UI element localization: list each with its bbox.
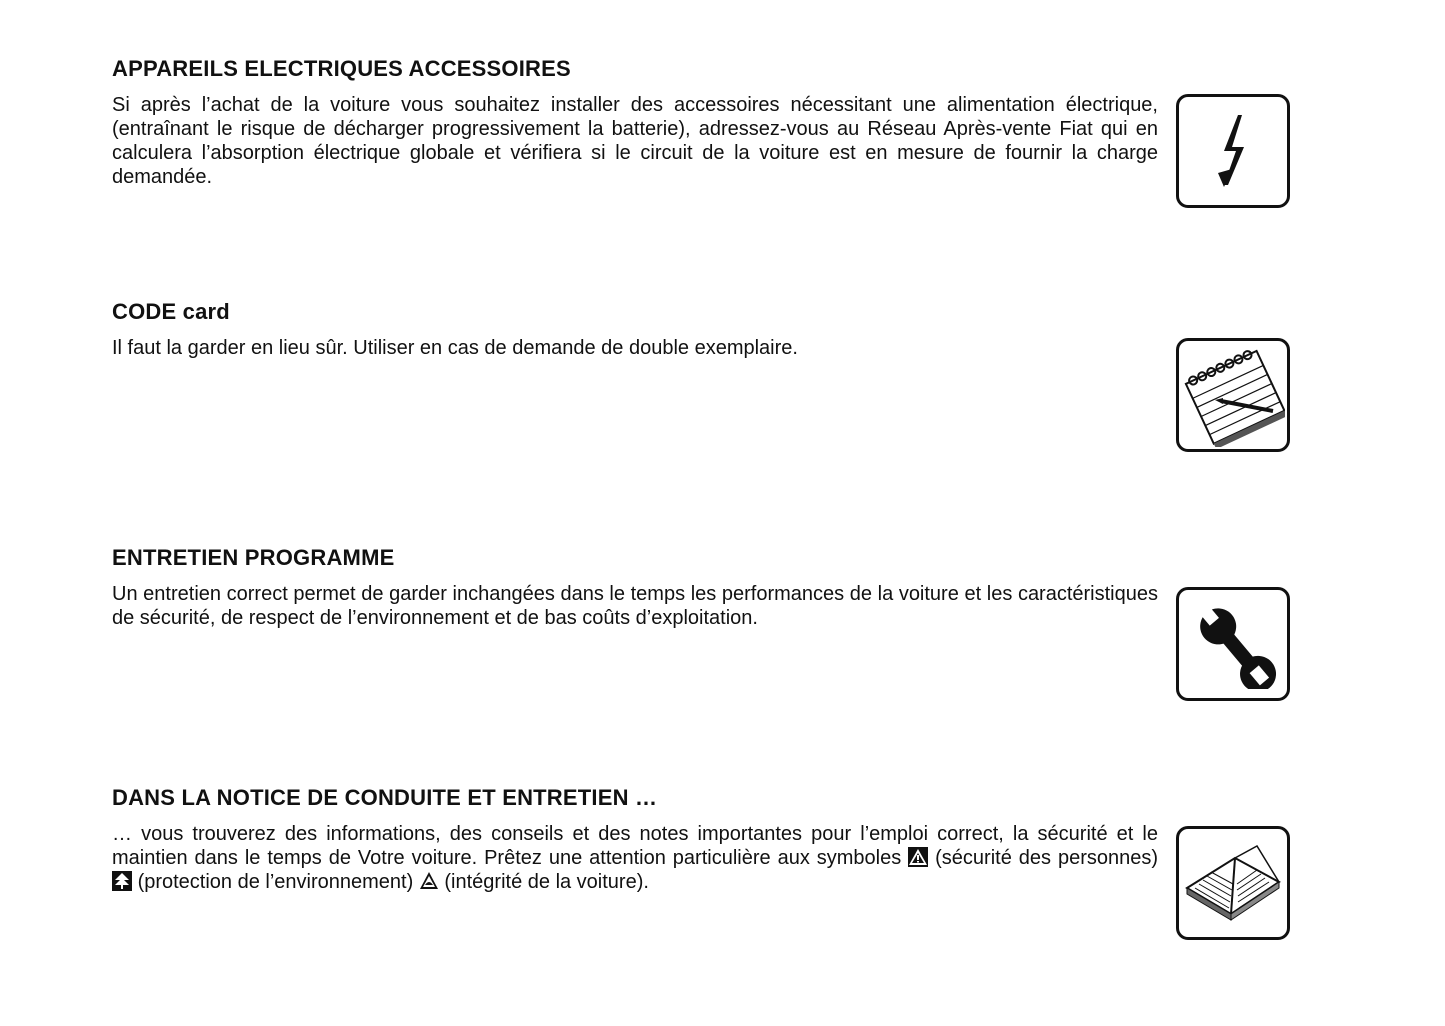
section-title: ENTRETIEN PROGRAMME <box>112 545 395 570</box>
section-owner-handbook <box>112 784 1158 894</box>
section-text: Il faut la garder en lieu sûr. Utiliser en cas de demande de double exemplaire. <box>112 337 798 359</box>
section-text <box>112 822 1158 894</box>
section-code-card <box>112 298 1158 360</box>
wrench-icon <box>1176 587 1290 701</box>
text-part: (sécurité des personnes) <box>935 847 1159 869</box>
environment-protection-symbol-icon <box>112 871 132 891</box>
section-text: Si après l’achat de la voiture vous souhaitez installer des accessoires nécessitant une alimentation électrique, (entraînant le risque de décharger progressivement la batterie), adressez-vous au Réseau Après-vente Fiat qui en calculera l’absorption électrique globale et vérifiera si le circuit de la voiture est en mesure de fournir la charge demandée. <box>112 94 1158 188</box>
lightning-icon <box>1176 94 1290 208</box>
section-title: DANS LA NOTICE DE CONDUITE ET ENTRETIEN … <box>112 785 658 810</box>
section-text: Un entretien correct permet de garder inchangées dans le temps les performances de la voiture et les caractéristiques de sécurité, de respect de l’environnement et de bas coûts d’exploitation. <box>112 583 1158 629</box>
vehicle-integrity-symbol-icon <box>419 871 439 891</box>
text-part: (intégrité de la voiture). <box>444 871 649 893</box>
section-title: CODE card <box>112 299 230 324</box>
text-part: … vous trouverez des informations, des conseils et des notes importantes pour l’emploi correct, la sécurité et le maintien dans le temps de Votre voiture. Prêtez une attention particulière aux symboles <box>112 823 1158 869</box>
section-electrical-accessories <box>112 55 1158 189</box>
open-book-icon <box>1176 826 1290 940</box>
section-scheduled-maintenance <box>112 544 1158 630</box>
notepad-pencil-icon <box>1176 338 1290 452</box>
personal-safety-symbol-icon <box>908 847 928 867</box>
text-part: (protection de l’environnement) <box>137 871 414 893</box>
section-title: APPAREILS ELECTRIQUES ACCESSOIRES <box>112 56 571 81</box>
